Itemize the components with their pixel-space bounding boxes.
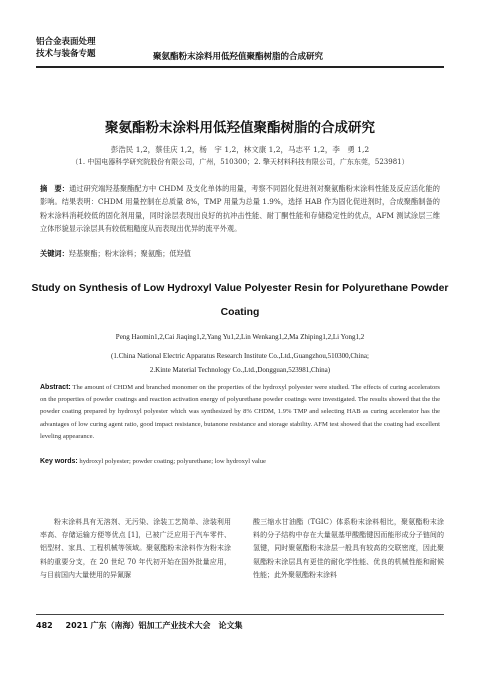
footer-divider bbox=[36, 614, 444, 615]
running-title: 聚氨酯粉末涂料用低羟值聚酯树脂的合成研究 bbox=[153, 52, 324, 62]
en-abstract-text: The amount of CHDM and branched monomer on the properties of the hydroxyl polyester were studied. The effects of curing accelerators on the properties of powder coatings and reaction activation energy of polyurethane powder coatings were investigated. The results showed that the the powder coating prepared by hydroxyl polyester which was synthesized by 8% CHDM, 1.9% TMP and selecting HAB as curing accelerator has the advantages of low curing agent ratio, good impact resistance, butanone resistance and storage stability. AFM test showed that the coating had excellent leveling appearance. bbox=[40, 384, 440, 440]
en-abstract bbox=[40, 382, 440, 443]
conference-name: 2021 广东（南海）铝加工产业技术大会 论文集 bbox=[65, 621, 243, 630]
en-affil-line1: (1.China National Electric Apparatus Research Institute Co.,Ltd.,Guangzhou,510300,China; bbox=[111, 352, 369, 360]
cn-keywords-label: 关键词： bbox=[40, 249, 69, 258]
en-affil-line2: 2.Kinte Material Technology Co.,Ltd.,Dongguan,523981,China) bbox=[149, 366, 331, 374]
cn-affiliation: （1. 中国电器科学研究院股份有限公司，广州，510300；2. 擎天材料科技有限公司，广东东莞，523981） bbox=[71, 158, 409, 166]
en-authors: Peng Haomin1,2,Cai Jiaqing1,2,Yang Yu1,2,Lin Wenkang1,2,Ma Zhiping1,2,Li Yong1,2 bbox=[115, 333, 365, 341]
cn-keywords bbox=[40, 249, 440, 259]
header-divider bbox=[36, 66, 444, 68]
cn-paper-title: 聚氨酯粉末涂料用低羟值聚酯树脂的合成研究 bbox=[105, 120, 375, 136]
page-footer bbox=[36, 620, 243, 631]
cn-abstract bbox=[40, 182, 440, 236]
en-paper-title bbox=[30, 277, 450, 325]
body-column-right: 酸三缩水甘油酯（TGIC）体系粉末涂料相比，聚氨酯粉末涂料的分子结构中存在大量氨基甲酸酯键因而能形成分子链间的氢键，同时聚氨酯粉末涂层一般具有较高的交联密度，因此聚氨酯粉末涂层具有更佳的耐化学性能、优良的机械性能和耐候性能；此外聚氨酯粉末涂料 bbox=[253, 518, 444, 579]
en-affiliation bbox=[0, 349, 480, 377]
section-label-line2: 技术与装备专题 bbox=[36, 49, 96, 59]
body-column-left: 粉末涂料具有无溶剂、无污染、涂装工艺简单、涂装利用率高、存储运输方便等优点 [1]，已被广泛应用于汽车零件、铝型材、家具、工程机械等领域。聚氨酯粉末涂料作为粉末涂料的重要分支，在 20 世纪 70 年代初开始在国外批量应用，与目前国内大量使用的异氰脲 bbox=[40, 518, 231, 579]
page-number: 482 bbox=[36, 621, 53, 630]
en-keywords bbox=[40, 458, 440, 465]
en-keywords-text: hydroxyl polyester; powder coating; polyurethane; low hydroxyl value bbox=[79, 458, 266, 465]
en-abstract-label: Abstract: bbox=[40, 384, 71, 391]
column-section-label bbox=[36, 36, 116, 60]
cn-abstract-label: 摘 要： bbox=[40, 184, 70, 193]
en-title-line2: Coating bbox=[220, 307, 260, 318]
en-keywords-label: Key words: bbox=[40, 458, 78, 465]
cn-authors: 彭浩民 1,2，蔡佳庆 1,2，杨 宇 1,2，林文康 1,2，马志平 1,2，李 勇 1,2 bbox=[110, 145, 370, 154]
cn-keywords-text: 羟基聚酯；粉末涂料；聚氨酯；低羟值 bbox=[68, 249, 191, 258]
cn-abstract-text: 通过研究端羟基聚酯配方中 CHDM 及支化单体的用量，考察不同固化促进剂对聚氨酯粉末涂料性能及反应活化能的影响。结果表明：CHDM 用量控制在总质量 8%，TMP 用量为总量 1.9%，选择 HAB 作为固化促进剂时，合成聚酯制备的粉末涂料消耗较低的固化剂用量，同时涂层表现出良好的抗冲击性能、耐丁酮性能和存储稳定性的优点，AFM 测试涂层三维立体形貌显示涂层具有较低粗糙度从而表现出优异的流平外观。 bbox=[40, 184, 440, 234]
section-label-line1: 铝合金表面处理 bbox=[36, 37, 96, 47]
en-title-line1: Study on Synthesis of Low Hydroxyl Value Polyester Resin for Polyurethane Powder bbox=[31, 283, 449, 294]
